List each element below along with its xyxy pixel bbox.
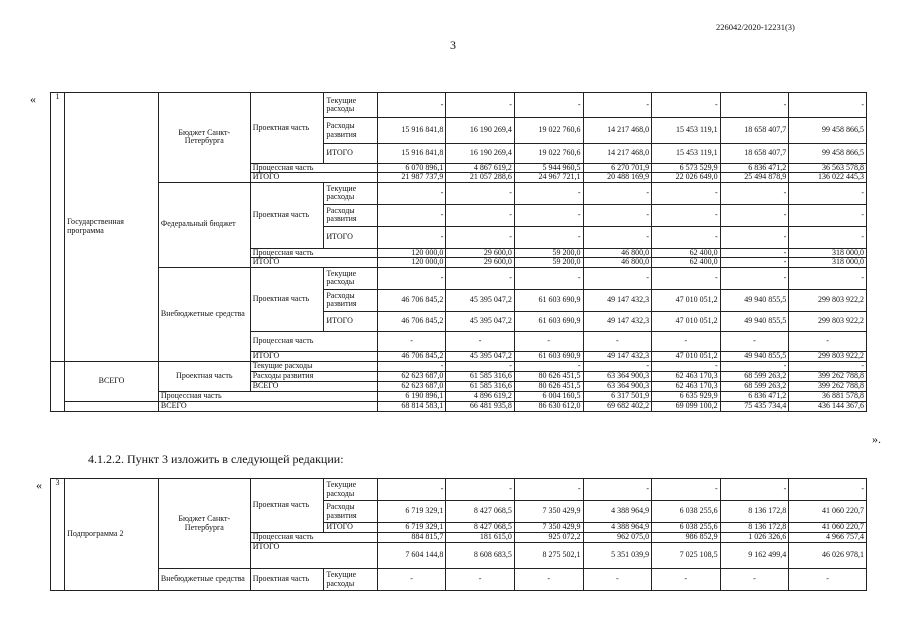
cell: - [446, 569, 515, 591]
cell: - [514, 267, 583, 289]
cell: - [789, 479, 867, 501]
source-extra-budgetary: Внебюджетные средства [158, 569, 250, 591]
cell: - [652, 569, 721, 591]
cell: - [720, 267, 789, 289]
cell: - [446, 361, 515, 371]
cell: 24 967 721,1 [514, 173, 583, 182]
cell: 46 800,0 [583, 248, 652, 257]
cell: 75 435 734,4 [720, 401, 789, 411]
cell: - [789, 204, 867, 226]
project-total-label: ВСЕГО [250, 381, 377, 391]
source-federal-budget: Федеральный бюджет [158, 182, 250, 267]
cell: - [514, 226, 583, 248]
cell: 4 966 757,4 [789, 533, 867, 543]
project-part-label: Проектная часть [250, 267, 324, 331]
cell: 4 388 964,9 [583, 501, 652, 523]
cell: 16 190 269,4 [446, 118, 515, 144]
cell: - [583, 569, 652, 591]
cell: 14 217 468,0 [583, 144, 652, 164]
cell: 86 630 612,0 [514, 401, 583, 411]
cell: - [514, 331, 583, 351]
grand-total-label: ВСЕГО [158, 401, 377, 411]
cell: 47 010 051,2 [652, 351, 721, 361]
program-budget-table [50, 92, 867, 412]
cell: 68 599 263,2 [720, 371, 789, 381]
process-part-label: Процессная часть [250, 533, 377, 543]
cell: 136 022 445,3 [789, 173, 867, 182]
cell: 15 916 841,8 [377, 144, 446, 164]
cell: - [514, 569, 583, 591]
cell: - [377, 479, 446, 501]
opening-quote: « [30, 92, 36, 106]
cell: 4 388 964,9 [583, 523, 652, 533]
cell: 47 010 051,2 [652, 289, 721, 311]
cell: 6 270 701,9 [583, 164, 652, 173]
itogo-label: ИТОГО [250, 258, 377, 267]
cell: 6 719 329,1 [377, 501, 446, 523]
cell: 6 836 471,2 [720, 391, 789, 401]
cell: - [720, 93, 789, 118]
cell: 299 803 922,2 [789, 311, 867, 331]
cell: 61 585 316,6 [446, 371, 515, 381]
cell: 62 463 170,3 [652, 381, 721, 391]
cell: 62 623 687,0 [377, 381, 446, 391]
process-part-label: Процессная часть [250, 248, 377, 257]
cell: 99 458 866,5 [789, 118, 867, 144]
cell: - [583, 204, 652, 226]
cell: 1 026 326,6 [720, 533, 789, 543]
cell: 6 317 501,9 [583, 391, 652, 401]
cell: 49 940 855,5 [720, 311, 789, 331]
process-part-label: Процессная часть [250, 164, 377, 173]
cell: 61 603 690,9 [514, 311, 583, 331]
current-expenses-label: Текущие расходы [324, 479, 377, 501]
cell: 41 060 220,7 [789, 501, 867, 523]
cell: 5 351 039,9 [583, 543, 652, 569]
source-spb-budget: Бюджет Санкт-Петербурга [158, 479, 250, 569]
cell: 7 350 429,9 [514, 523, 583, 533]
project-part-label: Проектная часть [250, 182, 324, 248]
development-expenses-label: Расходы развития [324, 204, 377, 226]
cell: - [789, 331, 867, 351]
cell: 7 350 429,9 [514, 501, 583, 523]
cell: 62 400,0 [652, 248, 721, 257]
cell: 61 585 316,6 [446, 381, 515, 391]
cell: 6 635 929,9 [652, 391, 721, 401]
current-expenses-total-label: Текущие расходы [250, 361, 377, 371]
cell: 68 814 583,1 [377, 401, 446, 411]
process-part-label: Процессная часть [250, 331, 377, 351]
cell: 14 217 468,0 [583, 118, 652, 144]
cell: - [377, 361, 446, 371]
cell: - [446, 182, 515, 204]
cell: 21 057 288,6 [446, 173, 515, 182]
subprogram-name: Подпрограмма 2 [65, 479, 159, 591]
cell: 318 000,0 [789, 258, 867, 267]
cell: 4 867 619,2 [446, 164, 515, 173]
cell: 962 075,0 [583, 533, 652, 543]
source-extra-budgetary: Внебюджетные средства [158, 267, 250, 361]
cell: - [789, 226, 867, 248]
cell: 80 626 451,5 [514, 371, 583, 381]
current-expenses-label: Текущие расходы [324, 569, 377, 591]
cell: - [514, 93, 583, 118]
cell: 36 563 578,8 [789, 164, 867, 173]
cell: - [583, 182, 652, 204]
cell: - [446, 226, 515, 248]
cell: 6 719 329,1 [377, 523, 446, 533]
cell: 120 000,0 [377, 258, 446, 267]
cell: 69 682 402,2 [583, 401, 652, 411]
cell: - [377, 267, 446, 289]
cell: 884 815,7 [377, 533, 446, 543]
cell: 8 427 068,5 [446, 501, 515, 523]
totals-num-cell [51, 361, 65, 411]
cell: - [652, 93, 721, 118]
cell: - [720, 248, 789, 257]
cell: 8 136 172,8 [720, 501, 789, 523]
cell: - [514, 479, 583, 501]
development-expenses-total-label: Расходы развития [250, 371, 377, 381]
cell: 8 275 502,1 [514, 543, 583, 569]
cell: 15 453 119,1 [652, 144, 721, 164]
cell: 21 987 737,9 [377, 173, 446, 182]
cell: - [514, 204, 583, 226]
totals-label: ВСЕГО [65, 361, 159, 401]
cell: - [652, 226, 721, 248]
cell: 41 060 220,7 [789, 523, 867, 533]
cell: 45 395 047,2 [446, 289, 515, 311]
cell: - [720, 479, 789, 501]
cell: 20 488 169,9 [583, 173, 652, 182]
cell: 46 706 845,2 [377, 289, 446, 311]
cell: 6 004 160,5 [514, 391, 583, 401]
itogo-label: ИТОГО [250, 351, 377, 361]
development-expenses-label: Расходы развития [324, 289, 377, 311]
totals-empty-cell [65, 401, 159, 411]
cell: 59 200,0 [514, 248, 583, 257]
row-number: 3 [51, 479, 65, 591]
cell: - [720, 204, 789, 226]
cell: - [377, 204, 446, 226]
cell: - [377, 331, 446, 351]
cell: 46 800,0 [583, 258, 652, 267]
cell: 47 010 051,2 [652, 311, 721, 331]
page-number: 3 [450, 38, 456, 52]
cell: 6 573 529,9 [652, 164, 721, 173]
cell: 62 463 170,3 [652, 371, 721, 381]
cell: 6 038 255,6 [652, 501, 721, 523]
opening-quote-2: « [36, 478, 42, 492]
project-part-label: Проектная часть [250, 479, 324, 533]
cell: 49 940 855,5 [720, 289, 789, 311]
cell: 46 706 845,2 [377, 351, 446, 361]
cell: - [789, 182, 867, 204]
cell: - [652, 267, 721, 289]
closing-quote: ». [872, 432, 881, 446]
cell: 62 623 687,0 [377, 371, 446, 381]
cell: 49 147 432,3 [583, 289, 652, 311]
cell: 16 190 269,4 [446, 144, 515, 164]
cell: 99 458 866,5 [789, 144, 867, 164]
project-part-label: Проектная часть [250, 93, 324, 164]
cell: 299 803 922,2 [789, 351, 867, 361]
cell: 6 070 896,1 [377, 164, 446, 173]
cell: - [446, 267, 515, 289]
cell: 66 481 935,8 [446, 401, 515, 411]
cell: 18 658 407,7 [720, 118, 789, 144]
itogo-label: ИТОГО [250, 543, 377, 569]
cell: 986 852,9 [652, 533, 721, 543]
cell: 399 262 788,8 [789, 371, 867, 381]
cell: 5 944 960,5 [514, 164, 583, 173]
cell: 63 364 900,3 [583, 371, 652, 381]
cell: 49 147 432,3 [583, 351, 652, 361]
cell: 45 395 047,2 [446, 351, 515, 361]
cell: - [720, 569, 789, 591]
cell: - [446, 93, 515, 118]
cell: 45 395 047,2 [446, 311, 515, 331]
cell: - [720, 258, 789, 267]
cell: 6 038 255,6 [652, 523, 721, 533]
cell: 69 099 100,2 [652, 401, 721, 411]
cell: - [583, 361, 652, 371]
cell: 6 190 896,1 [377, 391, 446, 401]
cell: 36 881 578,8 [789, 391, 867, 401]
cell: - [377, 93, 446, 118]
document-number: 226042/2020-12231(3) [716, 22, 795, 32]
cell: - [514, 182, 583, 204]
cell: 49 147 432,3 [583, 311, 652, 331]
itogo-label: ИТОГО [324, 144, 377, 164]
cell: - [720, 226, 789, 248]
cell: 61 603 690,9 [514, 289, 583, 311]
cell: 318 000,0 [789, 248, 867, 257]
cell: 8 608 683,5 [446, 543, 515, 569]
cell: 299 803 922,2 [789, 289, 867, 311]
cell: 46 026 978,1 [789, 543, 867, 569]
process-part-total-label: Процессная часть [158, 391, 377, 401]
development-expenses-label: Расходы развития [324, 501, 377, 523]
cell: 19 022 760,6 [514, 118, 583, 144]
cell: - [652, 331, 721, 351]
source-spb-budget: Бюджет Санкт-Петербурга [158, 93, 250, 183]
cell: 120 000,0 [377, 248, 446, 257]
cell: 46 706 845,2 [377, 311, 446, 331]
cell: 7 604 144,8 [377, 543, 446, 569]
cell: 9 162 499,4 [720, 543, 789, 569]
cell: - [514, 361, 583, 371]
cell: - [652, 204, 721, 226]
cell: - [446, 204, 515, 226]
cell: 29 600,0 [446, 248, 515, 257]
cell: 19 022 760,6 [514, 144, 583, 164]
cell: 29 600,0 [446, 258, 515, 267]
cell: 22 026 649,0 [652, 173, 721, 182]
cell: 63 364 900,3 [583, 381, 652, 391]
cell: 8 427 068,5 [446, 523, 515, 533]
cell: 49 940 855,5 [720, 351, 789, 361]
cell: - [789, 93, 867, 118]
cell: 62 400,0 [652, 258, 721, 267]
cell: 61 603 690,9 [514, 351, 583, 361]
itogo-label: ИТОГО [324, 523, 377, 533]
cell: - [583, 479, 652, 501]
cell: - [720, 331, 789, 351]
amendment-paragraph: 4.1.2.2. Пункт 3 изложить в следующей редакции: [88, 452, 344, 466]
cell: - [789, 361, 867, 371]
development-expenses-label: Расходы развития [324, 118, 377, 144]
cell: 925 072,2 [514, 533, 583, 543]
cell: - [652, 479, 721, 501]
program-name: Государственная программа [65, 93, 159, 362]
cell: 15 916 841,8 [377, 118, 446, 144]
cell: 7 025 108,5 [652, 543, 721, 569]
cell: 25 494 878,9 [720, 173, 789, 182]
cell: - [789, 569, 867, 591]
cell: 4 896 619,2 [446, 391, 515, 401]
cell: 15 453 119,1 [652, 118, 721, 144]
cell: - [583, 331, 652, 351]
cell: 18 658 407,7 [720, 144, 789, 164]
cell: 80 626 451,5 [514, 381, 583, 391]
cell: - [583, 93, 652, 118]
itogo-label: ИТОГО [324, 311, 377, 331]
cell: - [720, 361, 789, 371]
project-part-total-label: Проектная часть [158, 361, 250, 391]
cell: - [652, 361, 721, 371]
cell: 8 136 172,8 [720, 523, 789, 533]
row-number: 1 [51, 93, 65, 362]
cell: - [377, 182, 446, 204]
cell: - [583, 226, 652, 248]
subprogram-budget-table [50, 478, 867, 591]
current-expenses-label: Текущие расходы [324, 93, 377, 118]
itogo-label: ИТОГО [324, 226, 377, 248]
cell: - [377, 226, 446, 248]
cell: - [446, 331, 515, 351]
cell: - [720, 182, 789, 204]
cell: - [583, 267, 652, 289]
project-part-label: Проектная часть [250, 569, 324, 591]
itogo-label: ИТОГО [250, 173, 377, 182]
current-expenses-label: Текущие расходы [324, 267, 377, 289]
cell: 436 144 367,6 [789, 401, 867, 411]
cell: 399 262 788,8 [789, 381, 867, 391]
current-expenses-label: Текущие расходы [324, 182, 377, 204]
cell: 6 836 471,2 [720, 164, 789, 173]
cell: 181 615,0 [446, 533, 515, 543]
cell: - [446, 479, 515, 501]
cell: - [377, 569, 446, 591]
cell: - [652, 182, 721, 204]
cell: 59 200,0 [514, 258, 583, 267]
cell: - [789, 267, 867, 289]
cell: 68 599 263,2 [720, 381, 789, 391]
